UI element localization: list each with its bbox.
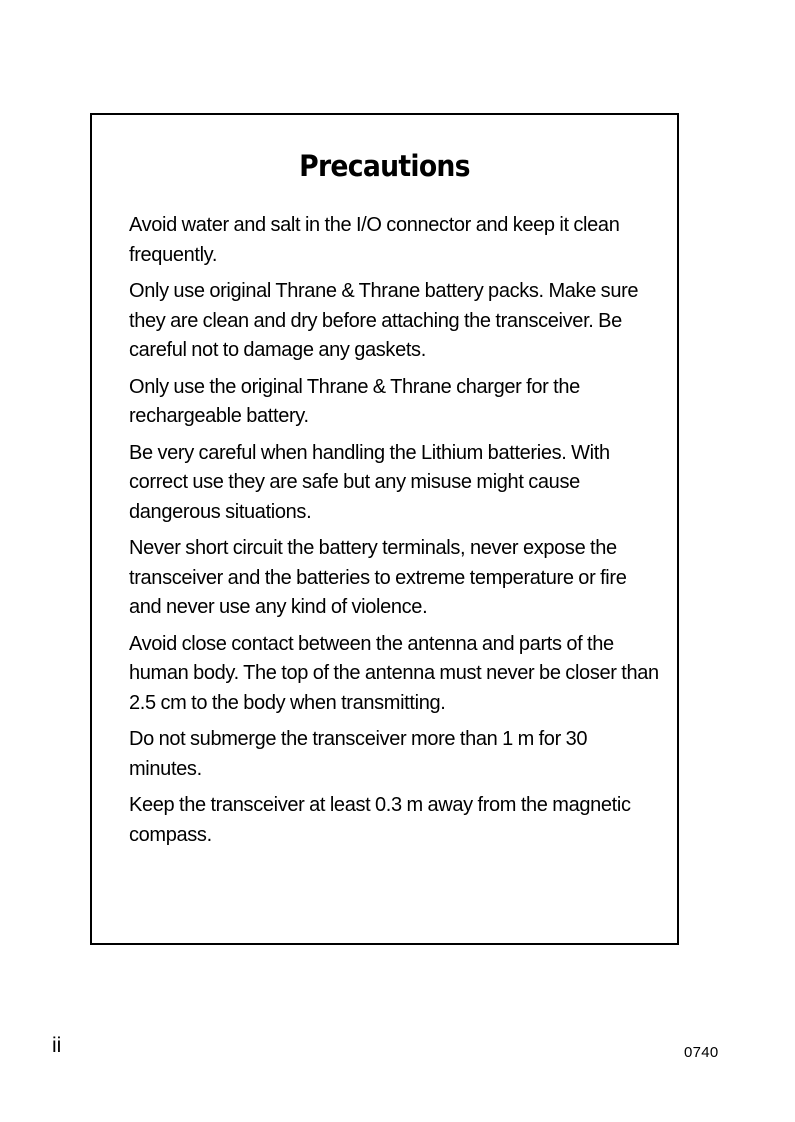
- page-title: Precautions: [299, 149, 470, 183]
- precautions-box: [90, 113, 679, 945]
- precaution-paragraph: Be very careful when handling the Lithium batteries. With correct use they are safe but any misuse might cause dangerous situations.: [129, 441, 610, 523]
- precaution-paragraph: Avoid close contact between the antenna and parts of the human body. The top of the antenna must never be closer than 2.5 cm to the body when transmitting.: [129, 632, 659, 714]
- precaution-paragraph: Do not submerge the transceiver more than 1 m for 30 minutes.: [129, 728, 588, 780]
- precautions-list: [129, 211, 659, 857]
- precaution-paragraph: Only use the original Thrane & Thrane charger for the rechargeable battery.: [129, 375, 580, 427]
- page-number: ii: [52, 1034, 62, 1057]
- precaution-paragraph: Keep the transceiver at least 0.3 m away from the magnetic compass.: [129, 794, 631, 846]
- document-code: 0740: [684, 1044, 719, 1061]
- precaution-paragraph: Avoid water and salt in the I/O connector and keep it clean frequently.: [129, 214, 620, 266]
- precaution-paragraph: Only use original Thrane & Thrane battery packs. Make sure they are clean and dry before attaching the transceiver. Be careful not to damage any gaskets.: [129, 280, 639, 361]
- precaution-paragraph: Never short circuit the battery terminals, never expose the transceiver and the batteries to extreme temperature or fire and never use any kind of violence.: [129, 537, 627, 618]
